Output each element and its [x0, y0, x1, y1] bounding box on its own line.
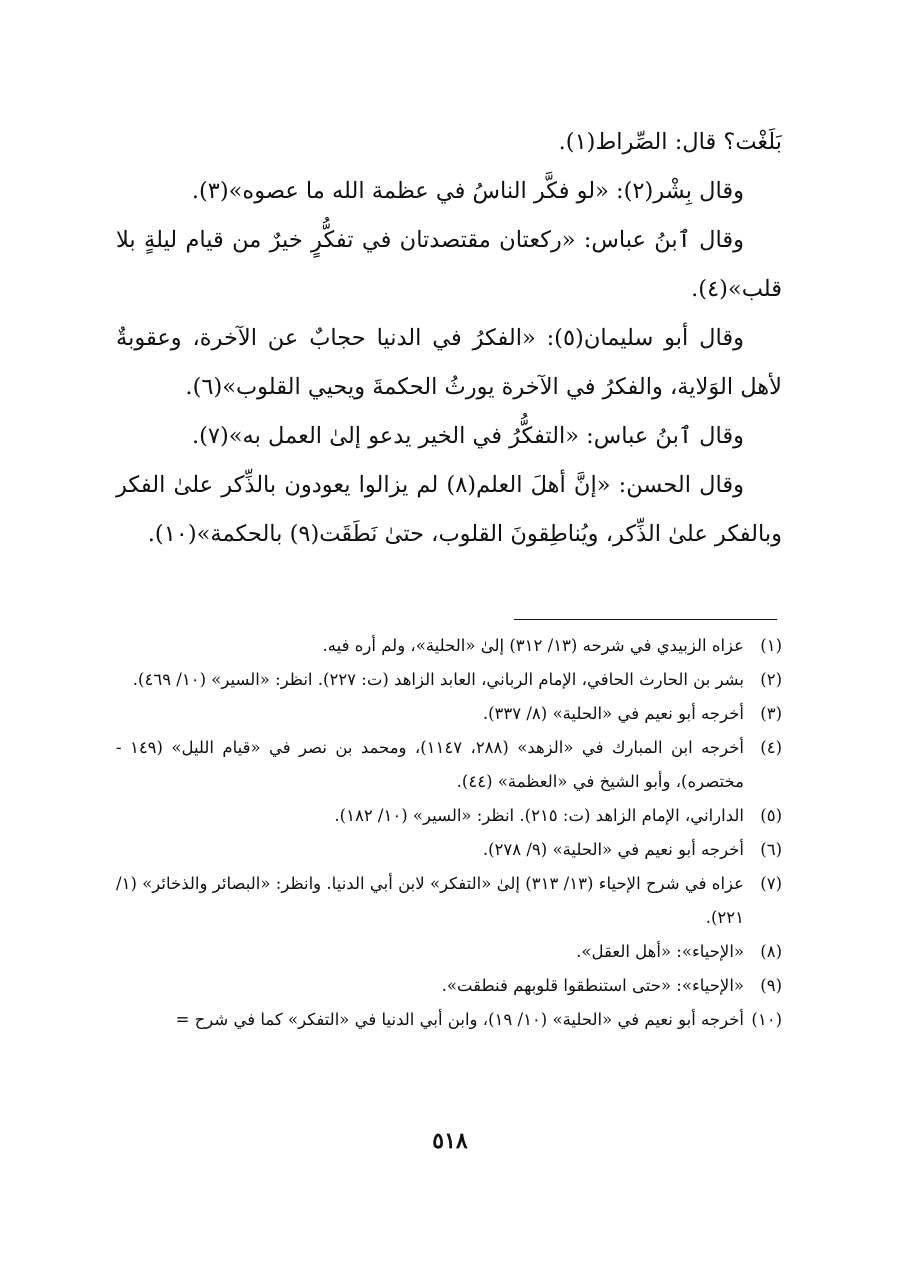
paragraph: وقال ٱبنُ عباس: «ركعتان مقتصدتان في تفكُّرٍ خيرٌ من قيام ليلةٍ بلا قلب»(٤).	[116, 227, 782, 302]
footnote-text: الداراني، الإمام الزاهد (ت: ٢١٥). انظر: «السير» (١٠/ ١٨٢).	[334, 806, 744, 825]
paragraph: وقال أبو سليمان(٥): «الفكرُ في الدنيا حجابٌ عن الآخرة، وعقوبةٌ لأهل الوَلاية، والفكرُ في الآخرة يورثُ الحكمةَ ويحيي القلوب»(٦).	[116, 325, 782, 400]
footnote	[116, 663, 782, 697]
footnote	[116, 935, 782, 969]
footnote	[116, 969, 782, 1003]
footnote-text: «الإحياء»: «حتى استنطقوا قلوبهم فنطقت».	[441, 976, 744, 995]
footnote-number: (٢)	[760, 670, 782, 689]
footnote-text: «الإحياء»: «أهل العقل».	[576, 942, 744, 961]
footnote	[116, 731, 782, 799]
footnote-number: (١٠)	[751, 1010, 782, 1029]
footnote	[116, 833, 782, 867]
paragraph: وقال الحسن: «إنَّ أهلَ العلم(٨) لم يزالوا يعودون بالذِّكر علىٰ الفكر وبالفكر علىٰ الذِّكر، ويُناطِقونَ القلوب، حتىٰ نَطَقَت(٩) بالحكمة»(١٠).	[116, 472, 782, 547]
paragraph: وقال ٱبنُ عباس: «التفكُّرُ في الخير يدعو إلىٰ العمل به»(٧).	[191, 423, 744, 449]
footnote-number: (٦)	[760, 840, 782, 859]
footnote-text: بشر بن الحارث الحافي، الإمام الرباني، العابد الزاهد (ت: ٢٢٧). انظر: «السير» (١٠/ ٤٦٩).	[132, 670, 744, 689]
footnote-separator	[514, 619, 777, 620]
footnote	[116, 799, 782, 833]
page-number: ٥١٨	[432, 1128, 468, 1154]
footnote	[116, 867, 782, 935]
footnote-number: (٨)	[760, 942, 782, 961]
footnote	[116, 1003, 782, 1037]
footnote-text: عزاه الزبيدي في شرحه (١٣/ ٣١٢) إلىٰ «الحلية»، ولم أره فيه.	[322, 636, 744, 655]
main-text	[116, 118, 782, 559]
footnote	[116, 629, 782, 663]
footnote-text: أخرجه أبو نعيم في «الحلية» (١٠/ ١٩)، وابن أبي الدنيا في «التفكر» كما في شرح =	[175, 1010, 744, 1029]
footnote-number: (٧)	[760, 874, 782, 893]
footnote-text: عزاه في شرح الإحياء (١٣/ ٣١٣) إلىٰ «التفكر» لابن أبي الدنيا. وانظر: «البصائر والذخائر» (١/ ٢٢١).	[116, 874, 744, 927]
paragraph: بَلَغْت؟ قال: الصِّراط(١).	[558, 129, 782, 155]
footnote-number: (١)	[760, 636, 782, 655]
footnote-number: (٤)	[760, 738, 782, 757]
paragraph: وقال بِشْر(٢): «لو فكَّر الناسُ في عظمة الله ما عصوه»(٣).	[191, 178, 744, 204]
footnote-number: (٣)	[760, 704, 782, 723]
footnote-number: (٥)	[760, 806, 782, 825]
footnote-text: أخرجه أبو نعيم في «الحلية» (٩/ ٢٧٨).	[482, 840, 744, 859]
footnotes	[116, 629, 782, 1037]
footnote	[116, 697, 782, 731]
footnote-number: (٩)	[760, 976, 782, 995]
footnote-text: أخرجه أبو نعيم في «الحلية» (٨/ ٣٣٧).	[482, 704, 744, 723]
footnote-text: أخرجه ابن المبارك في «الزهد» (٢٨٨، ١١٤٧)، ومحمد بن نصر في «قيام الليل» (١٤٩ - مختصره)، وأبو الشيخ في «العظمة» (٤٤).	[116, 738, 745, 791]
